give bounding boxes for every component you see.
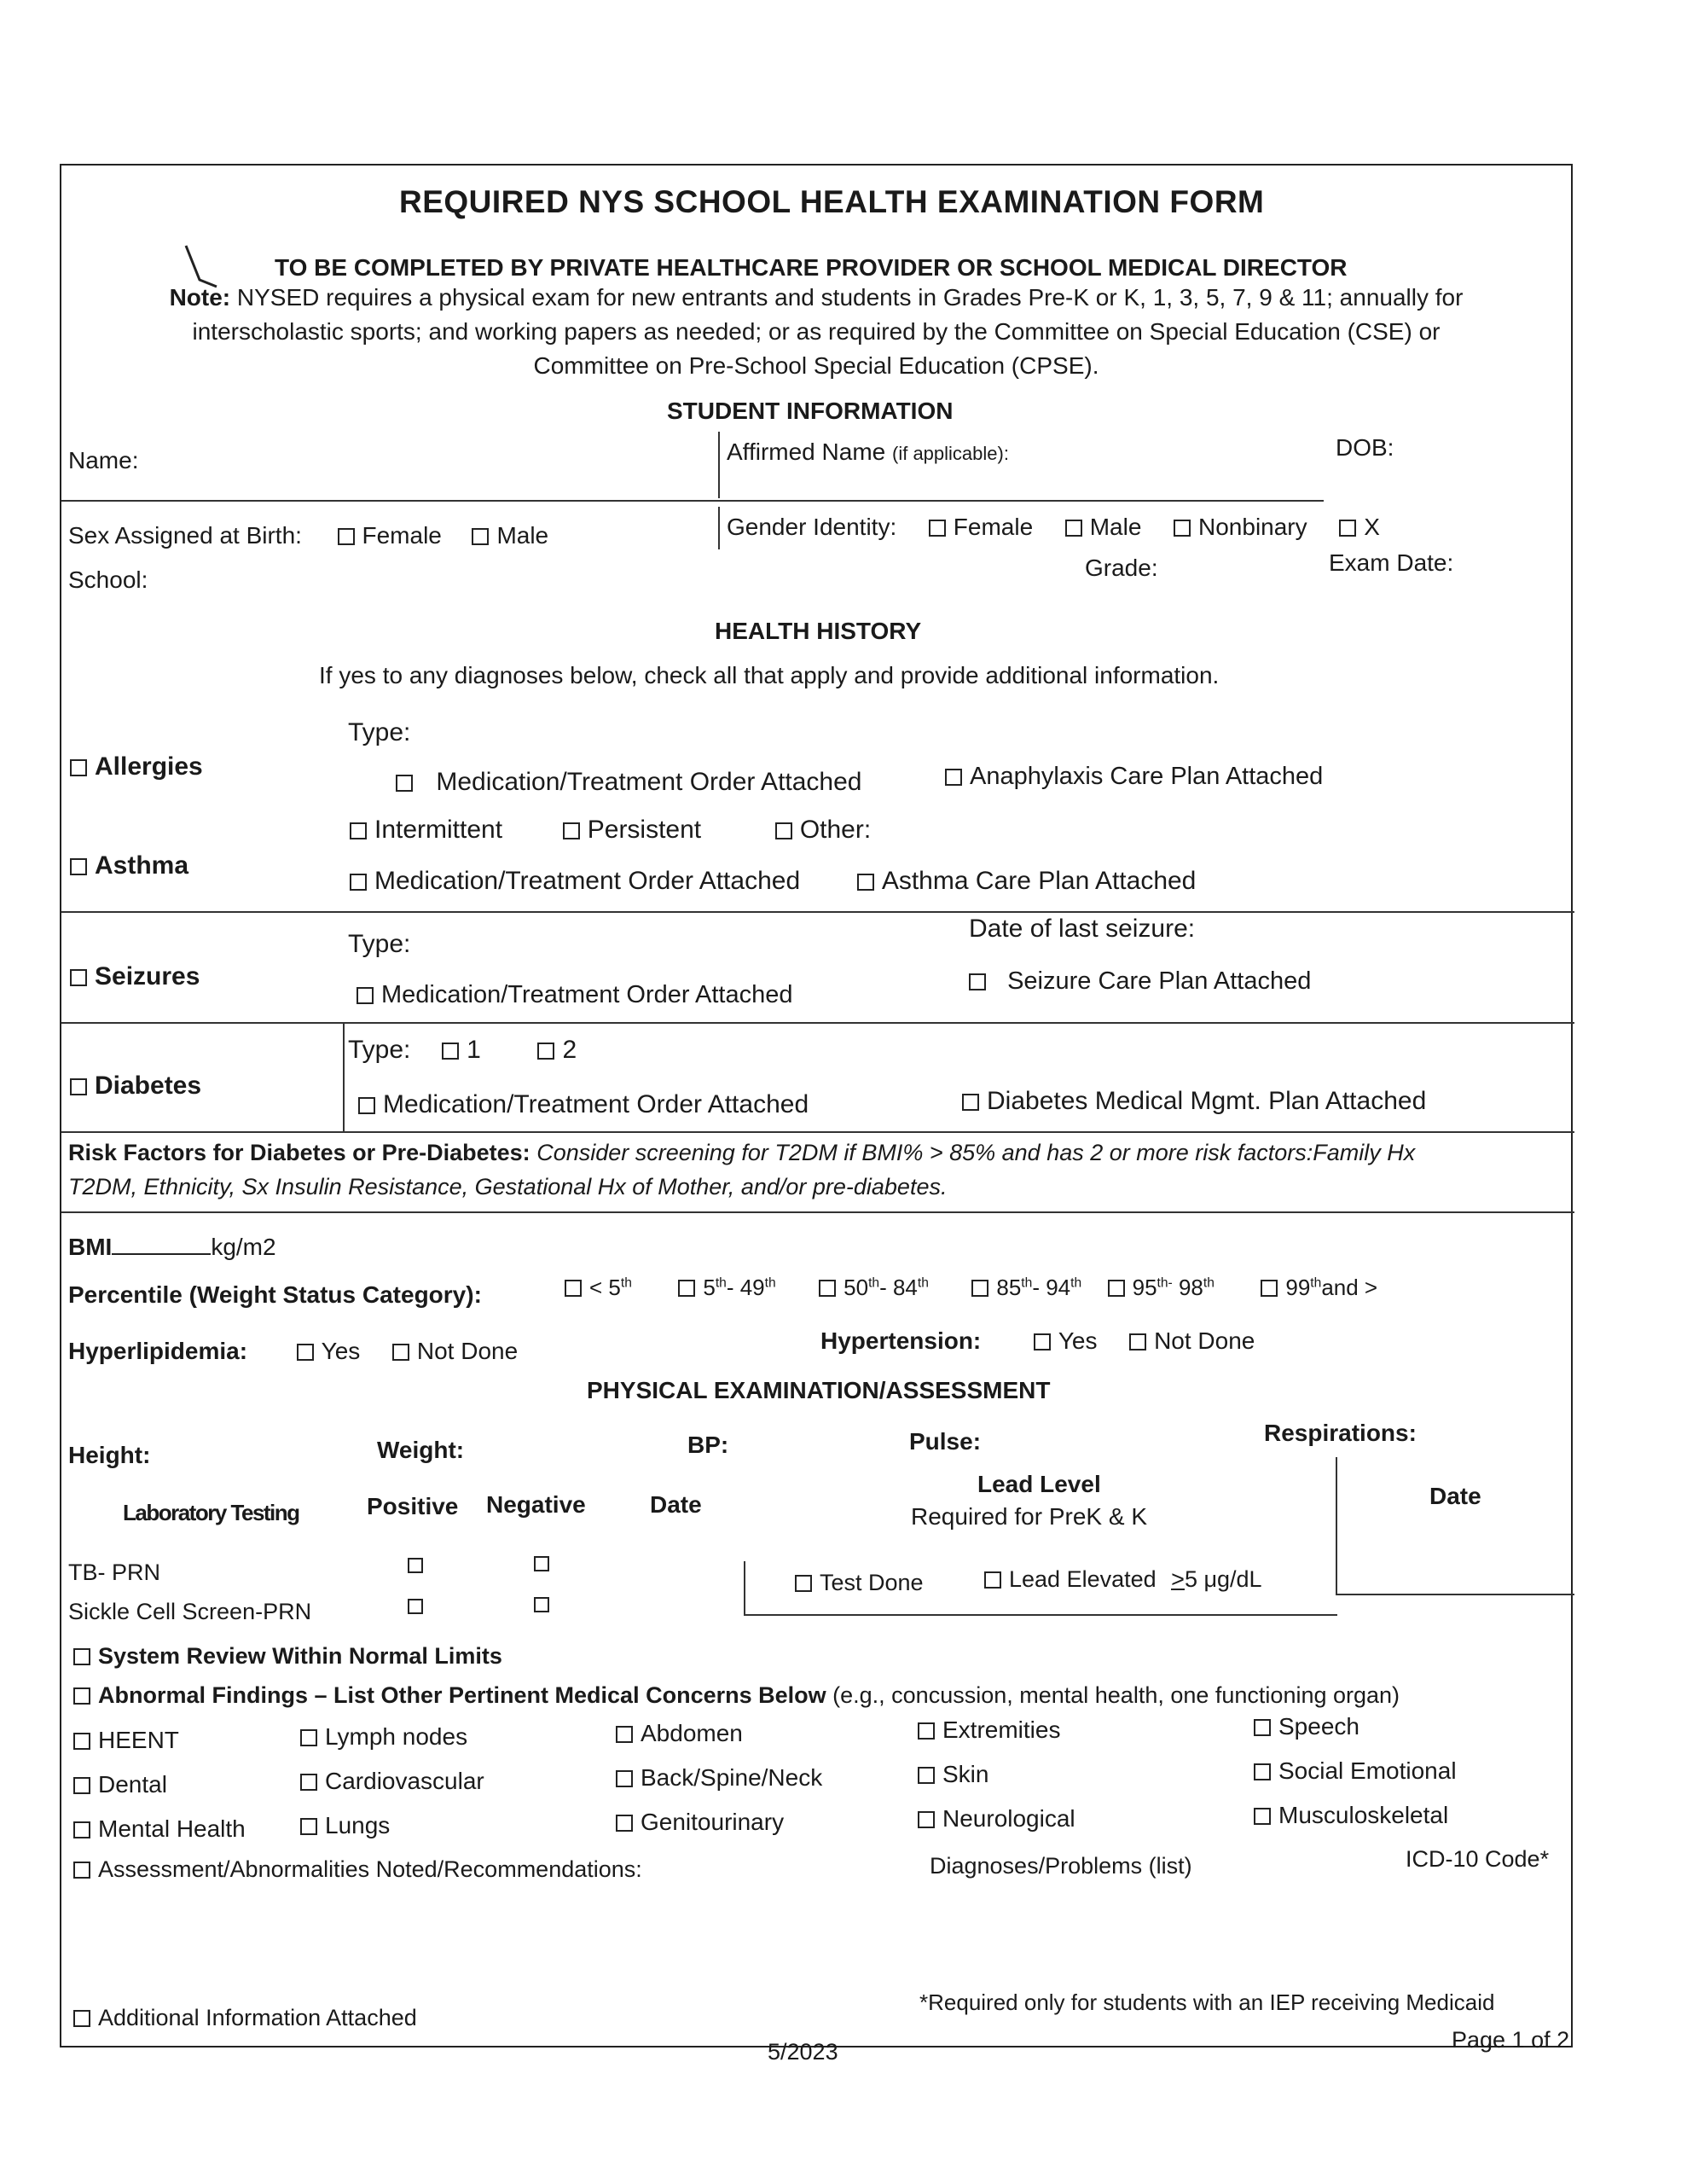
exam-date-label: Exam Date: — [1329, 549, 1454, 576]
pct-85-94-checkbox[interactable] — [971, 1280, 988, 1297]
hl-notdone-checkbox[interactable] — [392, 1344, 409, 1361]
lymph-checkbox[interactable] — [300, 1729, 317, 1746]
gender-female-checkbox[interactable] — [929, 520, 946, 537]
pct-95-98-label: $95^{th-}$ 98th — [1132, 1275, 1215, 1300]
seizure-plan-row — [969, 967, 1311, 996]
allergies-checkbox[interactable] — [70, 759, 87, 776]
lead-required-label: Required for PreK & K — [911, 1503, 1148, 1530]
bmi-row — [68, 1234, 276, 1261]
form-note — [87, 281, 1545, 383]
lungs-label: Lungs — [325, 1812, 391, 1838]
affirmed-hint: (if applicable): — [892, 443, 1009, 464]
speech-label: Speech — [1278, 1713, 1359, 1740]
heent-label: HEENT — [98, 1727, 179, 1753]
finding-lungs — [300, 1812, 390, 1839]
percentile-row — [68, 1281, 482, 1309]
negative-label: Negative — [486, 1491, 586, 1518]
lead-level-label: Lead Level — [977, 1471, 1101, 1497]
sex-male-checkbox[interactable] — [472, 528, 489, 545]
diabetes-type2-checkbox[interactable] — [537, 1043, 554, 1060]
hyperlipidemia-label: Hyperlipidemia: — [68, 1338, 248, 1364]
social-checkbox[interactable] — [1254, 1763, 1271, 1780]
dob-label: DOB: — [1336, 434, 1394, 461]
sex-at-birth-row — [68, 522, 548, 549]
exam-heading: PHYSICAL EXAMINATION/ASSESSMENT — [587, 1377, 1051, 1403]
date-label: Date — [650, 1491, 702, 1518]
lead-date-bottom — [1336, 1594, 1574, 1595]
tb-label: TB- PRN — [68, 1560, 160, 1585]
tb-negative-checkbox[interactable] — [534, 1556, 554, 1574]
seizure-plan-label: Seizure Care Plan Attached — [1007, 967, 1312, 995]
system-review-checkbox[interactable] — [73, 1648, 90, 1665]
required-note: *Required only for students with an IEP receiving Medicaid — [919, 1989, 1495, 2015]
gender-male-label: Male — [1089, 514, 1142, 540]
hl-yes-checkbox[interactable] — [297, 1344, 314, 1361]
additional-info-checkbox[interactable] — [73, 2010, 90, 2027]
sex-female-label: Female — [362, 522, 442, 549]
sickle-negative-checkbox[interactable] — [534, 1597, 554, 1615]
height-label: Height: — [68, 1442, 151, 1468]
finding-neuro — [918, 1805, 1075, 1833]
finding-genito — [616, 1809, 784, 1836]
finding-mental — [73, 1815, 246, 1843]
finding-skin — [918, 1761, 988, 1788]
seizure-med-row — [357, 981, 793, 1009]
student-divider — [718, 432, 720, 498]
lab-testing-label: Laboratory Testing — [123, 1500, 299, 1525]
lead-box-left — [744, 1561, 745, 1614]
skin-checkbox[interactable] — [918, 1767, 935, 1784]
risk-text1: Consider screening for T2DM if BMI% > 85% and has 2 or more risk factors:Family Hx — [530, 1140, 1416, 1165]
allergy-med-checkbox[interactable] — [396, 775, 413, 792]
note-line2: interscholastic sports; and working papers as needed; or as required by the Committee on Special Education (CSE) or — [192, 318, 1441, 345]
ht-yes-label: Yes — [1058, 1327, 1098, 1354]
student-info-heading: STUDENT INFORMATION — [667, 398, 954, 424]
seizure-med-checkbox[interactable] — [357, 987, 374, 1004]
bmi-label: BMI — [68, 1234, 113, 1260]
hl-yes-label: Yes — [321, 1338, 361, 1364]
risk-factors-line1 — [68, 1140, 1415, 1166]
pct-99-label: 99thand > — [1285, 1275, 1378, 1300]
risk-label: Risk Factors for Diabetes or Pre-Diabetes: — [68, 1140, 530, 1165]
test-done-label: Test Done — [820, 1570, 924, 1595]
extremities-label: Extremities — [942, 1716, 1061, 1743]
affirmed-text: Affirmed Name — [727, 439, 886, 465]
assessment-row — [73, 1856, 642, 1883]
ht-notdone-checkbox[interactable] — [1129, 1333, 1146, 1350]
seizure-med-label: Medication/Treatment Order Attached — [381, 981, 793, 1008]
sex-label: Sex Assigned at Birth: — [68, 522, 302, 549]
sex-male-label: Male — [496, 522, 549, 549]
positive-label: Positive — [367, 1493, 459, 1519]
gender-female-label: Female — [953, 514, 1034, 540]
finding-cardio — [300, 1768, 484, 1795]
additional-info-row — [73, 2005, 417, 2031]
seizure-date-label: Date of last seizure: — [969, 915, 1196, 943]
diabetes-med-label: Medication/Treatment Order Attached — [383, 1090, 809, 1118]
extremities-checkbox[interactable] — [918, 1722, 935, 1740]
student-row-line — [61, 500, 1324, 502]
cardio-checkbox[interactable] — [300, 1774, 317, 1791]
assessment-label: Assessment/Abnormalities Noted/Recommendations: — [98, 1856, 642, 1882]
back-label: Back/Spine/Neck — [641, 1764, 823, 1791]
asthma-med-checkbox[interactable] — [350, 874, 367, 891]
test-done-checkbox[interactable] — [795, 1575, 812, 1592]
seizure-plan-checkbox[interactable] — [969, 973, 986, 990]
heent-checkbox[interactable] — [73, 1733, 90, 1750]
bmi-blank[interactable] — [112, 1253, 211, 1255]
gender-nonbinary-label: Nonbinary — [1198, 514, 1307, 540]
assessment-checkbox[interactable] — [73, 1862, 90, 1879]
social-label: Social Emotional — [1278, 1757, 1457, 1784]
persistent-checkbox[interactable] — [563, 822, 580, 839]
asthma-med-row — [350, 867, 1196, 896]
allergies-row — [70, 752, 203, 781]
mental-label: Mental Health — [98, 1815, 246, 1842]
gender-nonbinary-checkbox[interactable] — [1174, 520, 1191, 537]
asthma-checkbox[interactable] — [70, 858, 87, 875]
form-subtitle: TO BE COMPLETED BY PRIVATE HEALTHCARE PROVIDER OR SCHOOL MEDICAL DIRECTOR — [275, 254, 1348, 281]
diabetes-checkbox[interactable] — [70, 1078, 87, 1095]
diabetes-med-row — [358, 1090, 809, 1119]
finding-extremities — [918, 1716, 1060, 1744]
additional-info-label: Additional Information Attached — [98, 2005, 417, 2030]
diabetes-type-label: Type: — [348, 1036, 411, 1064]
icd-label: ICD-10 Code* — [1406, 1846, 1550, 1872]
abnormal-row — [73, 1682, 1400, 1709]
hyperlipidemia-row — [68, 1338, 518, 1365]
diabetes-label: Diabetes — [95, 1072, 202, 1100]
lungs-checkbox[interactable] — [300, 1818, 317, 1835]
speech-checkbox[interactable] — [1254, 1719, 1271, 1736]
allergy-med-row — [396, 768, 861, 797]
name-label: Name: — [68, 447, 139, 473]
lead-box-bottom — [744, 1614, 1337, 1616]
abdomen-checkbox[interactable] — [616, 1726, 633, 1743]
gte-icon: > — [1171, 1566, 1185, 1592]
grade-label: Grade: — [1085, 555, 1158, 581]
pct-50-84-label: 50th- 84th — [844, 1275, 929, 1300]
pct-under5-label: < 5th — [589, 1275, 632, 1300]
lead-date-label: Date — [1429, 1483, 1481, 1509]
cardio-label: Cardiovascular — [325, 1768, 484, 1794]
seizures-bottom-line — [61, 1022, 1574, 1024]
allergy-med-label: Medication/Treatment Order Attached — [436, 768, 862, 796]
neuro-label: Neurological — [942, 1805, 1075, 1832]
gender-x-label: X — [1364, 514, 1380, 540]
sickle-positive-checkbox[interactable] — [408, 1599, 428, 1617]
history-instruction: If yes to any diagnoses below, check all that apply and provide additional information. — [319, 662, 1220, 688]
pct-85-94-label: 85th- 94th — [996, 1275, 1082, 1300]
diabetes-row — [70, 1072, 201, 1101]
lead-elevated-checkbox[interactable] — [984, 1571, 1001, 1589]
weight-label: Weight: — [377, 1437, 465, 1463]
diabetes-divider — [343, 1024, 345, 1131]
lead-date-divider — [1336, 1457, 1337, 1594]
anaphylaxis-label: Anaphylaxis Care Plan Attached — [970, 763, 1324, 790]
diabetes-type1-label: 1 — [467, 1036, 481, 1064]
page-number: Page 1 of 2 — [1452, 2027, 1570, 2053]
diabetes-med-checkbox[interactable] — [358, 1097, 375, 1114]
health-history-heading: HEALTH HISTORY — [715, 618, 922, 644]
other-label: Other: — [799, 816, 872, 844]
hypertension-label: Hypertension: — [820, 1327, 982, 1354]
diagnoses-label: Diagnoses/Problems (list) — [930, 1853, 1192, 1879]
lead-elevated-label: Lead Elevated — [1009, 1566, 1157, 1592]
abdomen-label: Abdomen — [641, 1720, 743, 1746]
musculo-checkbox[interactable] — [1254, 1808, 1271, 1825]
allergies-label: Allergies — [95, 752, 203, 781]
form-title: REQUIRED NYS SCHOOL HEALTH EXAMINATION FORM — [399, 184, 1265, 219]
abnormal-checkbox[interactable] — [73, 1687, 90, 1705]
lead-threshold: 5 μg/dL — [1184, 1566, 1262, 1592]
percentile-label: Percentile (Weight Status Category): — [68, 1281, 482, 1308]
asthma-row — [70, 851, 188, 880]
dental-label: Dental — [98, 1771, 167, 1798]
finding-musculo — [1254, 1802, 1448, 1829]
sickle-label: Sickle Cell Screen-PRN — [68, 1599, 312, 1624]
seizures-row — [70, 962, 200, 991]
gender-male-checkbox[interactable] — [1065, 520, 1082, 537]
asthma-bottom-line — [61, 911, 1574, 913]
bp-label: BP: — [687, 1432, 729, 1458]
finding-dental — [73, 1771, 167, 1798]
neuro-checkbox[interactable] — [918, 1811, 935, 1828]
dental-checkbox[interactable] — [73, 1777, 90, 1794]
intermittent-checkbox[interactable] — [350, 822, 367, 839]
risk-factors-line2: T2DM, Ethnicity, Sx Insulin Resistance, Gestational Hx of Mother, and/or pre-diabetes. — [68, 1174, 948, 1199]
genito-label: Genitourinary — [641, 1809, 785, 1835]
anaphylaxis-checkbox[interactable] — [945, 769, 962, 786]
skin-label: Skin — [942, 1761, 989, 1787]
diabetes-plan-label: Diabetes Medical Mgmt. Plan Attached — [987, 1087, 1427, 1115]
tb-positive-checkbox[interactable] — [408, 1558, 428, 1576]
sex-female-checkbox[interactable] — [338, 528, 355, 545]
test-done-row — [795, 1570, 924, 1596]
diabetes-type-row — [348, 1036, 577, 1065]
respirations-label: Respirations: — [1264, 1420, 1417, 1446]
back-checkbox[interactable] — [616, 1770, 633, 1787]
percentile-options — [565, 1275, 1377, 1301]
finding-abdomen — [616, 1720, 743, 1747]
seizure-type-label: Type: — [348, 930, 411, 958]
school-label: School: — [68, 566, 148, 593]
gender-divider — [718, 507, 720, 549]
asthma-types-row — [350, 816, 871, 845]
note-line1: NYSED requires a physical exam for new entrants and students in Grades Pre-K or K, 1, 3, 5, 7, 9 & 11; annually for — [230, 284, 1464, 311]
affirmed-name-label — [727, 439, 1009, 466]
gender-label: Gender Identity: — [727, 514, 897, 540]
finding-back — [616, 1764, 822, 1792]
seizures-label: Seizures — [95, 962, 200, 990]
system-review-label: System Review Within Normal Limits — [98, 1643, 502, 1669]
other-checkbox[interactable] — [775, 822, 792, 839]
asthma-plan-checkbox[interactable] — [857, 874, 874, 891]
hypertension-row — [820, 1327, 1255, 1355]
diabetes-type1-checkbox[interactable] — [442, 1043, 459, 1060]
lymph-label: Lymph nodes — [325, 1723, 468, 1750]
ht-notdone-label: Not Done — [1154, 1327, 1255, 1354]
risk-bottom-line — [61, 1211, 1574, 1213]
finding-lymph — [300, 1723, 467, 1751]
diabetes-plan-row — [962, 1087, 1426, 1116]
gender-x-checkbox[interactable] — [1339, 520, 1356, 537]
pct-5-49-label: 5th- 49th — [703, 1275, 776, 1300]
abnormal-label: Abnormal Findings – List Other Pertinent Medical Concerns Below — [98, 1682, 826, 1708]
finding-speech — [1254, 1713, 1359, 1740]
abnormal-eg: (e.g., concussion, mental health, one functioning organ) — [826, 1682, 1400, 1708]
pct-95-98-checkbox[interactable] — [1108, 1280, 1125, 1297]
system-review-row — [73, 1643, 502, 1670]
mental-checkbox[interactable] — [73, 1821, 90, 1838]
pct-under5-checkbox[interactable] — [565, 1280, 582, 1297]
persistent-label: Persistent — [587, 816, 702, 844]
lead-elevated-row — [984, 1566, 1262, 1593]
bmi-unit: kg/m2 — [211, 1234, 276, 1260]
pct-5-49-checkbox[interactable] — [678, 1280, 695, 1297]
diabetes-bottom-line — [61, 1131, 1574, 1133]
allergy-type-label: Type: — [348, 718, 411, 746]
genito-checkbox[interactable] — [616, 1815, 633, 1832]
diabetes-type2-label: 2 — [562, 1036, 577, 1064]
asthma-med-label: Medication/Treatment Order Attached — [374, 867, 801, 895]
intermittent-label: Intermittent — [374, 816, 503, 844]
note-label: Note: — [169, 284, 231, 311]
note-line3: Committee on Pre-School Special Education (CPSE). — [533, 352, 1099, 379]
anaphylaxis-row — [945, 763, 1323, 791]
asthma-plan-label: Asthma Care Plan Attached — [881, 867, 1197, 895]
form-version-date: 5/2023 — [768, 2039, 838, 2065]
pct-99-checkbox[interactable] — [1261, 1280, 1278, 1297]
pct-50-84-checkbox[interactable] — [819, 1280, 836, 1297]
asthma-label: Asthma — [95, 851, 189, 880]
finding-heent — [73, 1727, 179, 1754]
finding-social — [1254, 1757, 1457, 1785]
gender-identity-row — [727, 514, 1380, 541]
health-exam-form — [60, 164, 1573, 2048]
musculo-label: Musculoskeletal — [1278, 1802, 1449, 1828]
diabetes-plan-checkbox[interactable] — [962, 1094, 979, 1111]
pulse-label: Pulse: — [909, 1428, 982, 1455]
hl-notdone-label: Not Done — [416, 1338, 519, 1364]
ht-yes-checkbox[interactable] — [1034, 1333, 1051, 1350]
seizures-checkbox[interactable] — [70, 969, 87, 986]
